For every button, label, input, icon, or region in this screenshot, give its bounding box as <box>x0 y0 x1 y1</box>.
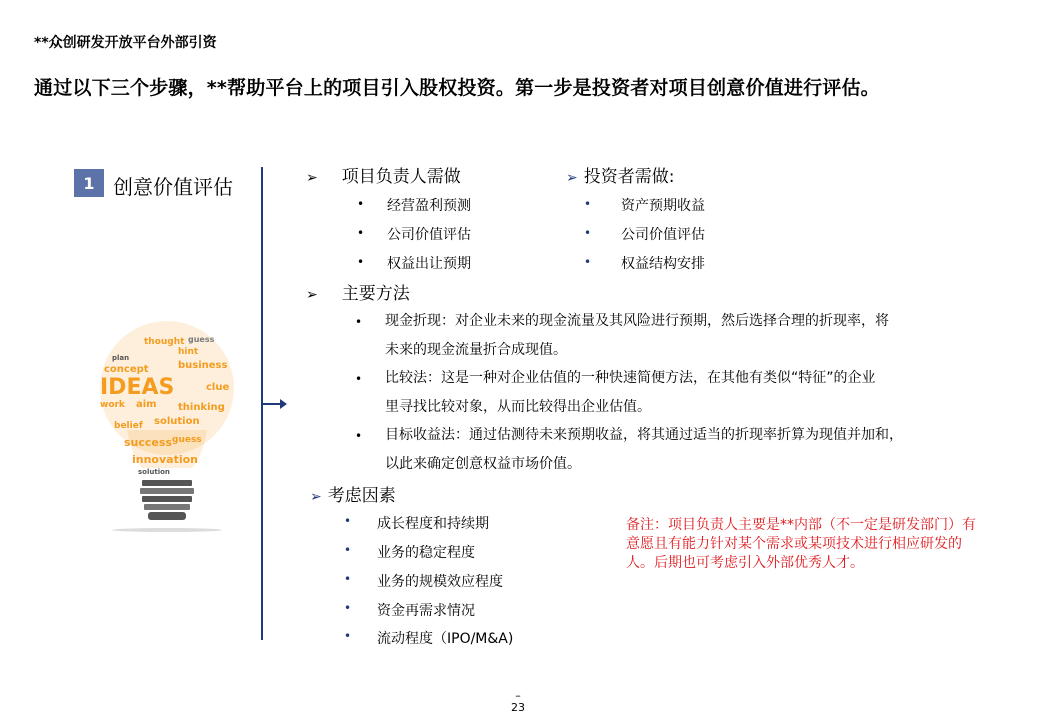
bulb-word: plan <box>112 354 130 362</box>
bulb-word: guess <box>188 335 215 344</box>
method-item <box>385 421 903 479</box>
method-line: 未来的现金流量折合成现值。 <box>385 342 567 358</box>
bullet-icon: • <box>357 255 365 269</box>
bulb-word: thought <box>144 337 185 347</box>
section-title: 投资者需做: <box>583 167 675 187</box>
bullet-icon: • <box>357 197 365 211</box>
bullet-icon: • <box>584 226 592 240</box>
list-item: 权益出让预期 <box>387 256 471 272</box>
bulb-word: solution <box>138 468 170 476</box>
list-item: 经营盈利预测 <box>387 198 471 214</box>
section-title: 项目负责人需做 <box>341 167 461 187</box>
bulb-word: hint <box>178 347 199 357</box>
bullet-icon: • <box>344 572 352 586</box>
bullet-icon: • <box>355 429 363 443</box>
bulb-word: innovation <box>132 453 198 466</box>
section-factors <box>310 481 396 506</box>
bulb-word: aim <box>136 399 157 410</box>
bullet-icon: • <box>584 197 592 211</box>
bullet-icon: • <box>344 629 352 643</box>
arrow-bullet-icon: ➢ <box>306 170 318 186</box>
section-project-lead <box>306 162 461 187</box>
bullet-icon: • <box>584 255 592 269</box>
bullet-icon: • <box>344 543 352 557</box>
bulb-word: clue <box>206 382 230 393</box>
page-number <box>508 690 528 714</box>
list-item: 公司价值评估 <box>621 227 705 243</box>
page-dash: – <box>515 689 521 702</box>
section-methods <box>306 279 410 304</box>
list-item: 业务的规模效应程度 <box>377 574 503 590</box>
bulb-word: business <box>178 360 228 371</box>
bulb-word: concept <box>104 364 149 375</box>
bullet-icon: • <box>355 315 363 329</box>
step-label: 创意价值评估 <box>113 175 233 199</box>
method-line: 里寻找比较对象，从而比较得出企业估值。 <box>385 399 651 415</box>
bulb-word: success <box>124 436 172 449</box>
bulb-word: IDEAS <box>100 375 175 400</box>
section-investor <box>566 162 674 187</box>
list-item: 成长程度和持续期 <box>377 516 489 532</box>
step-number-badge: 1 <box>74 169 104 197</box>
bulb-word: guess <box>172 435 202 445</box>
list-item: 业务的稳定程度 <box>377 545 475 561</box>
note-text: 备注：项目负责人主要是**内部（不一定是研发部门）有意愿且有能力针对某个需求或某项技术进行相应研发的人。后期也可考虑引入外部优秀人才。 <box>626 517 976 571</box>
method-line: 目标收益法：通过估测待未来预期收益，将其通过适当的折现率折算为现值并加和， <box>385 427 903 443</box>
slide-headline: 通过以下三个步骤，**帮助平台上的项目引入股权投资。第一步是投资者对项目创意价值进行评估。 <box>34 77 880 99</box>
arrow-bullet-icon: ➢ <box>306 287 318 303</box>
list-item: 流动程度（IPO/M&A) <box>377 631 514 647</box>
slide-subtitle: **众创研发开放平台外部引资 <box>34 35 217 51</box>
section-title: 考虑因素 <box>327 486 396 506</box>
method-item <box>385 364 876 422</box>
method-line: 以此来确定创意权益市场价值。 <box>385 456 581 472</box>
arrow-bullet-icon: ➢ <box>310 489 322 505</box>
bullet-icon: • <box>344 514 352 528</box>
list-item: 权益结构安排 <box>621 256 705 272</box>
bulb-word: thinking <box>178 402 225 413</box>
arrow-icon <box>263 403 285 405</box>
list-item: 资产预期收益 <box>621 198 705 214</box>
bulb-word: work <box>100 400 125 410</box>
method-line: 比较法：这是一种对企业估值的一种快速简便方法，在其他有类似“特征”的企业 <box>385 370 876 386</box>
bullet-icon: • <box>344 601 352 615</box>
bullet-icon: • <box>355 372 363 386</box>
bulb-base <box>140 480 194 520</box>
arrow-bullet-icon: ➢ <box>566 170 578 186</box>
bulb-word: belief <box>114 421 143 431</box>
list-item: 公司价值评估 <box>387 227 471 243</box>
list-item: 资金再需求情况 <box>377 603 475 619</box>
method-line: 现金折现：对企业未来的现金流量及其风险进行预期，然后选择合理的折现率，将 <box>385 313 889 329</box>
section-title: 主要方法 <box>341 284 410 304</box>
idea-bulb-icon <box>92 318 242 533</box>
bullet-icon: • <box>357 226 365 240</box>
method-item <box>385 307 889 365</box>
bulb-word: solution <box>154 416 200 427</box>
page-number-value: 23 <box>511 701 525 714</box>
